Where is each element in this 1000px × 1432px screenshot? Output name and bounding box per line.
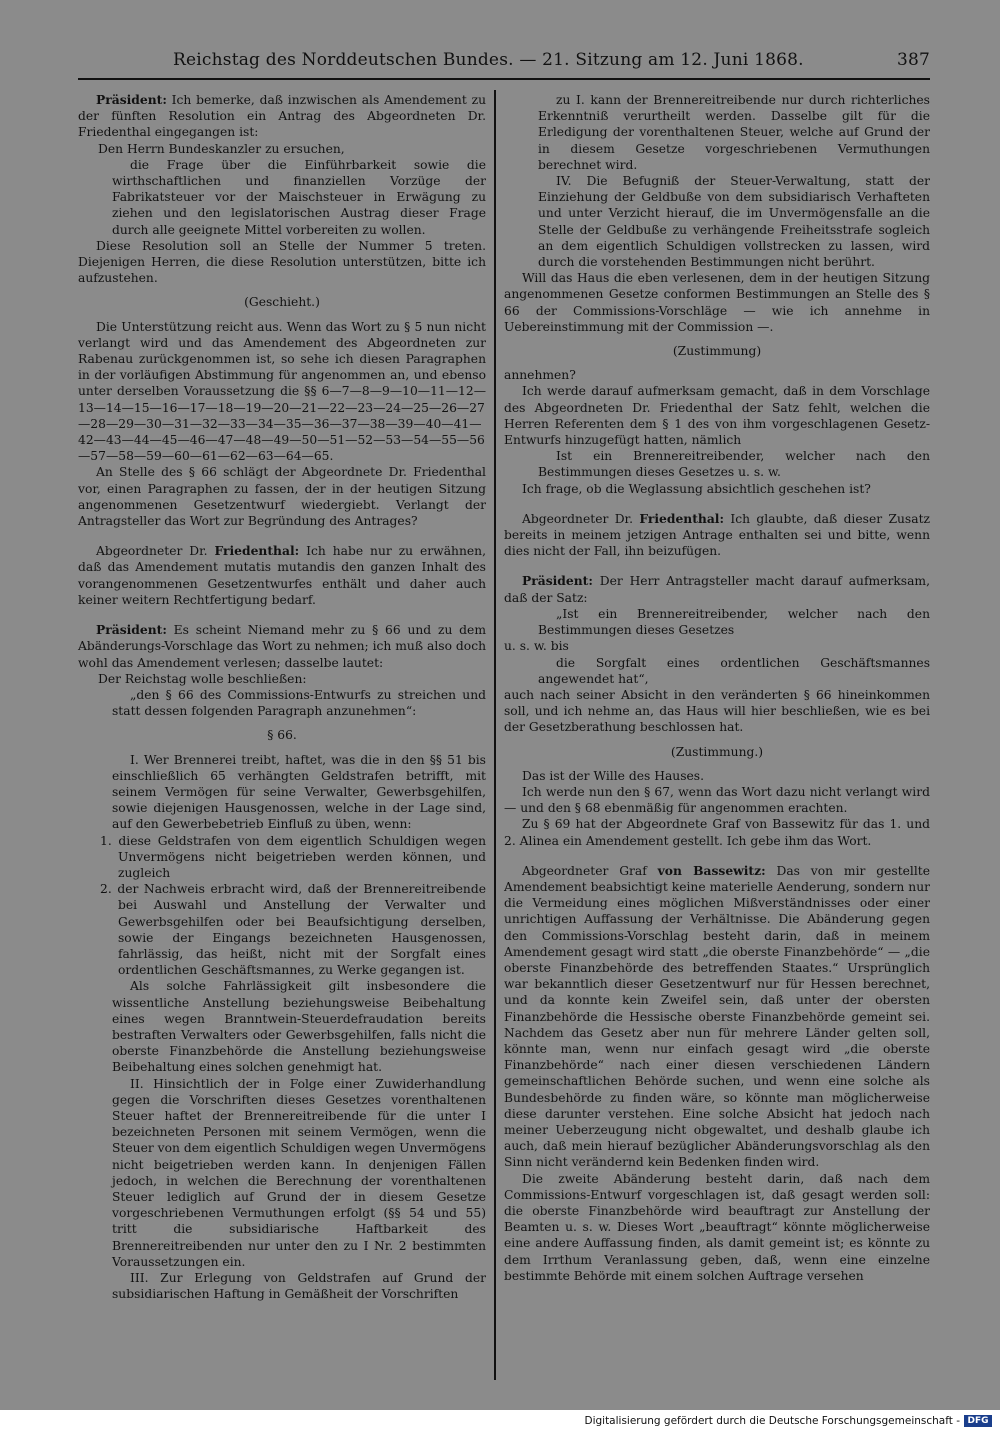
speaker-title: Abgeordneter Graf [522,863,658,878]
paragraph-text: zu I. kann der Brennereitreibende nur durch richterliches Erkenntniß verurtheilt werden. Dasselbe gilt für die Erledigung der vorenthaltenen Steuer, welche auf Grund der in diesem Gesetze vorgeschriebenen Vermuthungen berechnet wird. [538,93,930,172]
paragraph [504,481,930,497]
paragraph-text: Es scheint Niemand mehr zu § 66 und zu dem Abänderungs-Vorschlage das Wort zu nehmen; ich muß also doch wohl das Amendement verlesen; dasselbe lautet: [78,623,486,670]
paragraph [78,687,486,719]
paragraph-text: Die Unterstützung reicht aus. Wenn das Wort zu § 5 nun nicht verlangt wird und das Amendement des Abgeordneten zur Rabenau zurückgenommen ist, so sehe ich diesen Paragraphen in der vorläufigen Abstimmung für angenommen an, und ebenso unter derselben Voraussetzung die §§ 6—7—8—9—10—11—12—13—14—15—16—17—18—19—20—21—22—23—24—25—26—27—28—29—30—31—32—33—34—35—36—37—38—39—40—41—42—43—44—45—46—47—48—49—50—51—52—53—54—55—56—57—58—59—60—61—62—63—64—65. [78,319,486,464]
paragraph-text: Ich habe nur zu erwähnen, daß das Amendement mutatis mutandis den ganzen Inhalt des vorangenommenen Gesetzentwurfes enthält und daher auch keiner weitern Rechtfertigung bedarf. [78,544,486,607]
paragraph [78,543,486,608]
paragraph [78,727,486,743]
paragraph [504,173,930,270]
paragraph-text: Ist ein Brennereitreibender, welcher nach den Bestimmungen dieses Gesetzes u. s. w. [538,449,930,480]
paragraph-text: Will das Haus die eben verlesenen, dem in der heutigen Sitzung angenommenen Gesetze conformen Bestimmungen an Stelle des § 66 der Commissions-Vorschläge — wie ich annehme in Uebereinstimmung mit der Commission —. [504,271,930,334]
spacer [504,736,930,744]
paragraph [504,270,930,335]
spacer [504,849,930,863]
paragraph [504,687,930,736]
paragraph [504,606,930,638]
paragraph-text: Ich bemerke, daß inzwischen als Amendement zu der fünften Resolution ein Antrag des Abgeordneten Dr. Friedenthal eingegangen ist: [78,93,486,140]
paragraph [504,638,930,654]
paragraph-text: Ich glaubte, daß dieser Zusatz bereits in meinem jetzigen Antrage enthalten sei und bitte, wenn dies nicht der Fall, ihn beizufügen. [504,511,930,559]
speaker-title: Abgeordneter Dr. [96,544,215,559]
paragraph-text: (Geschieht.) [244,295,320,310]
paragraph-text: Ich frage, ob die Weglassung absichtlich geschehen ist? [522,481,871,496]
speaker-name: Präsident: [96,622,167,638]
paragraph-text: III. Zur Erlegung von Geldstrafen auf Grund der subsidiarischen Haftung in Gemäßheit der Vorschriften [112,1271,486,1302]
speaker-name: Friedenthal: [639,510,725,526]
footer-bar [0,1410,1000,1432]
paragraph [78,881,486,978]
spacer [504,359,930,367]
paragraph-text: auch nach seiner Absicht in den veränderten § 66 hineinkommen soll, und ich nehme an, das Haus will hier beschließen, wie es bei der Gesetzberathung beschlossen hat. [504,687,930,735]
paragraph [78,92,486,141]
spacer [78,608,486,622]
paragraph-text: Der Herr Antragsteller macht darauf aufmerksam, daß der Satz: [504,574,930,605]
speaker-title: Abgeordneter Dr. [522,511,640,526]
speaker-name: Präsident: [96,92,167,107]
paragraph [504,863,930,1171]
paragraph [78,978,486,1075]
paragraph [78,319,486,465]
paragraph-text: Das von mir gestellte Amendement beabsichtigt keine materielle Aenderung, sondern nur die Vermeidung eines möglichen Mißverständnisses oder einer unrichtigen Auffassung der Verhältnisse. Die Abänderung gegen den Commissions-Vorschlag besteht darin, daß in meinem Amendement gesagt wird statt „die oberste Finanzbehörde“ — „die oberste Finanzbehörde des betreffenden Staates.“ Ursprünglich war bekanntlich dieser Gesetzentwurf nur für Hessen berechnet, und da konnte kein Zweifel sein, daß unter der obersten Finanzbehörde die Hessische oberste Finanzbehörde gemeint sei. Nachdem das Gesetz aber nun für mehrere Länder gelten soll, könnte man, wenn nur einfach gesagt wird „die oberste Finanzbehörde“ nach einer diesen verschiedenen Ländern gemeinschaftlichen Behörde suchen, und wenn eine solche als Bundesbehörde zu finden wäre, so könnte man möglicherweise diese darunter verstehen. Eine solche Absicht hat jedoch nach meiner Ueberzeugung nicht obgewaltet, und deshalb glaube ich auch, daß mein hierauf bezüglicher Abänderungsvorschlag als den Sinn nicht verändernd kein Bedenken finden wird. [504,863,930,1170]
paragraph [504,655,930,687]
spacer [78,311,486,319]
paragraph-text: Der Reichstag wolle beschließen: [98,671,307,686]
paragraph-text: (Zustimmung) [672,344,762,359]
paragraph-text: II. Hinsichtlich der in Folge einer Zuwiderhandlung gegen die Vorschriften dieses Gesetzes vorenthaltenen Steuer haftet der Brennereitreibende für die unter I bezeichneten Personen mit seinem Vermögen, wenn die Steuer von dem eigentlich Schuldigen wegen Unvermögens nicht beigetrieben werden kann. In denjenigen Fällen jedoch, in welchen die Berechnung der vorenthaltenen Steuer lediglich auf Grund der in diesem Gesetze vorgeschriebenen Vermuthungen erfolgt (§§ 54 und 55) tritt die subsidiarische Haftbarkeit des Brennereitreibenden nur unter den zu I Nr. 2 bestimmten Voraussetzungen ein. [112,1076,486,1269]
spacer [504,335,930,343]
page-number: 387 [896,50,930,70]
paragraph-text: Als solche Fahrlässigkeit gilt insbesondere die wissentliche Anstellung beziehungsweise Beibehaltung eines wegen Branntwein-Steuerdefraudation bereits bestraften Verwalters oder Gewerbsgehilfen, falls nicht die oberste Finanzbehörde die Anstellung beziehungsweise Beibehaltung eines solchen genehmigt hat. [112,979,486,1075]
paragraph [78,752,486,833]
paragraph [504,744,930,760]
left-column [78,92,486,1302]
paragraph [78,622,486,671]
paragraph [78,157,486,238]
spacer [504,760,930,768]
paragraph-text: § 66. [267,728,297,743]
paragraph [504,92,930,173]
paragraph [504,511,930,560]
paragraph [504,1171,930,1284]
paragraph-text: Zu § 69 hat der Abgeordnete Graf von Bassewitz für das 1. und 2. Alinea ein Amendement gestellt. Ich gebe ihm das Wort. [504,817,930,848]
spacer [78,744,486,752]
page-header [78,50,930,76]
spacer [78,529,486,543]
paragraph [504,768,930,784]
paragraph-text: Den Herrn Bundeskanzler zu ersuchen, [98,141,345,156]
paragraph-text: Ich werde nun den § 67, wenn das Wort dazu nicht verlangt wird — und den § 68 ebenmäßig für angenommen erachten. [504,784,930,816]
spacer [504,559,930,573]
paragraph [78,671,486,687]
paragraph-text: „den § 66 des Commissions-Entwurfs zu streichen und statt dessen folgenden Paragraph anzunehmen“: [112,687,486,719]
paragraph [504,816,930,848]
dfg-logo: DFG [964,1415,992,1427]
funding-note: Digitalisierung gefördert durch die Deutsche Forschungsgemeinschaft - [584,1415,960,1427]
column-divider [494,90,496,1380]
paragraph-text: „Ist ein Brennereitreibender, welcher nach den Bestimmungen dieses Gesetzes [538,606,930,638]
paragraph-text: Die zweite Abänderung besteht darin, daß nach dem Commissions-Entwurf vorgeschlagen ist, daß gesagt werden soll: die oberste Finanzbehörde wird beauftragt zur Anstellung der Beamten u. s. w. Dieses Wort „beauftragt“ könnte möglicherweise eine andere Auffassung finden, als damit gemeint ist; es könnte zu dem Irrthum Veranlassung geben, daß, wenn eine einzelne bestimmte Behörde mit einem solchen Auftrage versehen [504,1171,930,1283]
paragraph [78,464,486,529]
paragraph [504,573,930,605]
paragraph [78,141,486,157]
spacer [504,497,930,511]
paragraph-text: Das ist der Wille des Hauses. [522,768,704,783]
paragraph [78,1270,486,1302]
paragraph-text: Diese Resolution soll an Stelle der Nummer 5 treten. Diejenigen Herren, die diese Resolution unterstützen, bitte ich aufzustehen. [78,238,486,286]
paragraph [504,367,930,383]
paragraph [504,448,930,480]
right-column [504,92,930,1284]
paragraph [78,238,486,287]
spacer [78,719,486,727]
paragraph [78,1076,486,1270]
paragraph [78,294,486,310]
paragraph-text: I. Wer Brennerei treibt, haftet, was die in den §§ 51 bis einschließlich 65 verhängten Geldstrafen betrifft, mit seinem Vermögen für seine Verwalter, Gewerbsgehilfen, sowie diejenigen Hausgenossen, welche in der Lage sind, auf den Gewerbebetrieb Einfluß zu üben, wenn: [112,752,486,832]
paragraph-text: die Sorgfalt eines ordentlichen Geschäftsmannes angewendet hat“, [538,655,930,686]
speaker-name: Friedenthal: [214,543,300,559]
paragraph [78,833,486,882]
paragraph-text: An Stelle des § 66 schlägt der Abgeordnete Dr. Friedenthal vor, einen Paragraphen zu fassen, der in der heutigen Sitzung angenommenen Gesetzentwurf wiedergiebt. Verlangt der Antragsteller das Wort zur Begründung des Antrages? [78,465,486,529]
paragraph-text: (Zustimmung.) [670,744,764,759]
paragraph-text: IV. Die Befugniß der Steuer-Verwaltung, statt der Einziehung der Geldbuße von dem subsidiarisch Verhafteten und unter Verzicht hierauf, die im Unvermögensfalle an die Stelle der Geldbuße zu verhängende Freiheitsstrafe sogleich an dem eigentlich Schuldigen vollstrecken zu lassen, wird durch die vorstehenden Bestimmungen nicht berührt. [538,174,930,270]
paragraph [504,383,930,448]
paragraph-text: u. s. w. bis [504,639,569,654]
paragraph-text: Ich werde darauf aufmerksam gemacht, daß in dem Vorschlage des Abgeordneten Dr. Friedenthal der Satz fehlt, welchen die Herren Referenten dem § 1 des von ihm vorgeschlagenen Gesetz-Entwurfs hinzugefügt hatten, nämlich [504,384,930,448]
paragraph-text: 1. diese Geldstrafen von dem eigentlich Schuldigen wegen Unvermögens nicht beigetrieben werden können, und zugleich [100,833,486,880]
speaker-name: Präsident: [522,573,593,589]
paragraph [504,784,930,816]
paragraph-text: 2. der Nachweis erbracht wird, daß der Brennereitreibende bei Auswahl und Anstellung der Verwalter und Gewerbsgehilfen oder bei Beaufsichtigung derselben, sowie der Eingangs bezeichneten Hausgenossen, fahrlässig, das heißt, nicht mit der Sorgfalt eines ordentlichen Geschäftsmannes, zu Werke gegangen ist. [100,882,486,978]
header-rule [78,78,930,80]
spacer [78,286,486,294]
paragraph [504,343,930,359]
paragraph-text: die Frage über die Einführbarkeit sowie die wirthschaftlichen und finanziellen Vorzüge der Fabrikatsteuer vor der Maischsteuer in Erwägung zu ziehen und den legislatorischen Austrag dieser Frage durch alle geeignete Mittel vorbereiten zu wollen. [112,157,486,237]
running-title: Reichstag des Norddeutschen Bundes. — 21. Sitzung am 12. Juni 1868. [173,50,804,70]
speaker-name: von Bassewitz: [657,862,766,878]
paragraph-text: annehmen? [504,368,576,383]
